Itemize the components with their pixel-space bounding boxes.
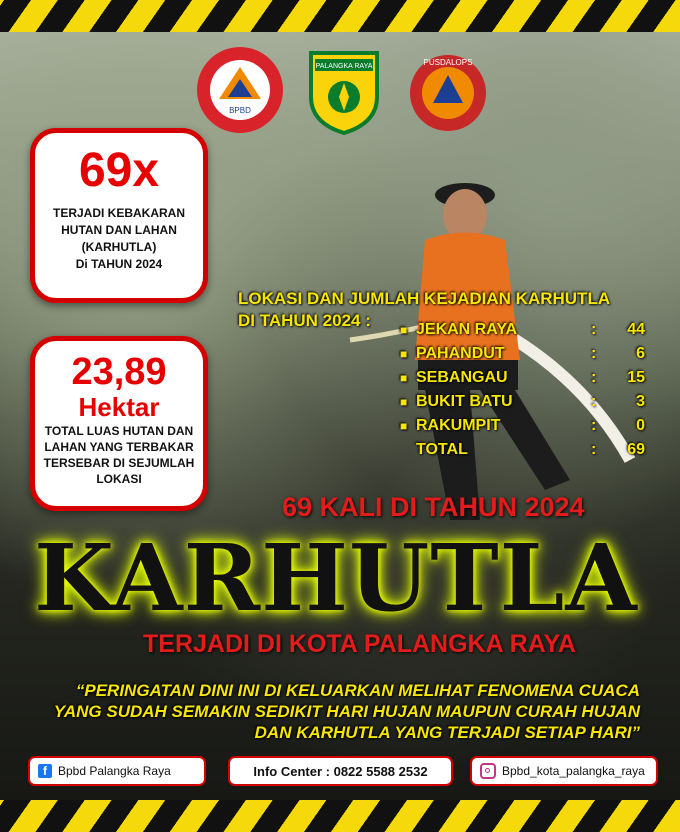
instagram-icon bbox=[480, 763, 496, 779]
quote-line: DAN KARHUTLA YANG TERJADI SETIAP HARI” bbox=[254, 723, 640, 742]
pusdalops-logo bbox=[403, 45, 493, 135]
hazard-stripe-top bbox=[0, 0, 680, 32]
location-name: BUKIT BATU bbox=[416, 393, 513, 410]
bullet-icon: ■ bbox=[400, 323, 408, 337]
location-row bbox=[400, 366, 645, 390]
location-colon: : bbox=[591, 369, 597, 386]
location-colon: : bbox=[591, 345, 597, 362]
burned-area-card bbox=[30, 336, 208, 511]
instagram-badge[interactable] bbox=[470, 756, 658, 786]
location-title-line: LOKASI DAN JUMLAH KEJADIAN KARHUTLA bbox=[238, 289, 611, 308]
bullet-icon: ■ bbox=[400, 395, 408, 409]
quote-line: “PERINGATAN DINI INI DI KELUARKAN MELIHAT FENOMENA CUACA bbox=[75, 681, 640, 700]
card1-line: HUTAN DAN LAHAN bbox=[61, 223, 177, 237]
location-name: RAKUMPIT bbox=[416, 417, 501, 434]
city-emblem bbox=[299, 45, 389, 135]
card2-line: TERSEBAR DI SEJUMLAH bbox=[43, 456, 195, 470]
location-colon: : bbox=[591, 441, 597, 458]
instagram-handle: Bpbd_kota_palangka_raya bbox=[502, 764, 645, 778]
total-label: TOTAL bbox=[416, 441, 468, 458]
main-headline: KARHUTLA bbox=[34, 524, 638, 632]
fire-count-number: 69x bbox=[78, 144, 160, 197]
facebook-badge[interactable] bbox=[28, 756, 206, 786]
pusdalops-logo-text: PUSDALOPS bbox=[423, 58, 473, 67]
card2-line: LOKASI bbox=[96, 472, 142, 486]
card1-line: (KARHUTLA) bbox=[81, 240, 157, 254]
bullet-icon: ■ bbox=[400, 371, 408, 385]
location-value: 3 bbox=[636, 393, 645, 410]
hazard-stripe-bottom bbox=[0, 800, 680, 832]
location-value: 44 bbox=[627, 321, 645, 338]
logo-row bbox=[195, 40, 493, 140]
location-colon: : bbox=[591, 393, 597, 410]
year-count-heading: 69 KALI DI TAHUN 2024 bbox=[282, 492, 585, 522]
bpbd-logo-text: BPBD bbox=[229, 106, 251, 115]
location-row bbox=[400, 414, 645, 438]
location-row bbox=[400, 390, 645, 414]
location-title-line: DI TAHUN 2024 : bbox=[238, 311, 371, 330]
burned-area-description bbox=[35, 423, 203, 487]
location-colon: : bbox=[591, 321, 597, 338]
info-center-text: Info Center : 0822 5588 2532 bbox=[253, 763, 428, 779]
location-name: SEBANGAU bbox=[416, 369, 508, 386]
location-row bbox=[400, 342, 645, 366]
total-value: 69 bbox=[627, 441, 645, 458]
location-list bbox=[400, 318, 645, 462]
location-value: 0 bbox=[636, 417, 645, 434]
location-total-row bbox=[400, 438, 645, 462]
bpbd-logo bbox=[195, 45, 285, 135]
location-row bbox=[400, 318, 645, 342]
fire-count-description bbox=[35, 205, 203, 273]
fire-count-card bbox=[30, 128, 208, 303]
card1-line: Di TAHUN 2024 bbox=[75, 257, 163, 271]
burned-area-number: 23,89 bbox=[71, 351, 167, 393]
location-value: 15 bbox=[627, 369, 645, 386]
location-value: 6 bbox=[636, 345, 645, 362]
card1-line: TERJADI KEBAKARAN bbox=[52, 206, 185, 220]
quote-line: YANG SUDAH SEMAKIN SEDIKIT HARI HUJAN MAUPUN CURAH HUJAN bbox=[53, 702, 640, 721]
location-name: JEKAN RAYA bbox=[416, 321, 518, 338]
city-emblem-text: PALANGKA RAYA bbox=[315, 63, 373, 70]
facebook-icon: f bbox=[38, 764, 52, 778]
warning-quote bbox=[50, 680, 640, 743]
location-name: PAHANDUT bbox=[416, 345, 505, 362]
sub-headline: TERJADI DI KOTA PALANGKA RAYA bbox=[143, 630, 576, 658]
location-colon: : bbox=[591, 417, 597, 434]
facebook-handle: Bpbd Palangka Raya bbox=[58, 764, 171, 778]
burned-area-unit: Hektar bbox=[78, 392, 160, 422]
card2-line: TOTAL LUAS HUTAN DAN bbox=[44, 424, 194, 438]
bullet-icon: ■ bbox=[400, 419, 408, 433]
bullet-icon: ■ bbox=[400, 347, 408, 361]
card2-line: LAHAN YANG TERBAKAR bbox=[44, 440, 194, 454]
info-center-badge[interactable] bbox=[228, 756, 453, 786]
